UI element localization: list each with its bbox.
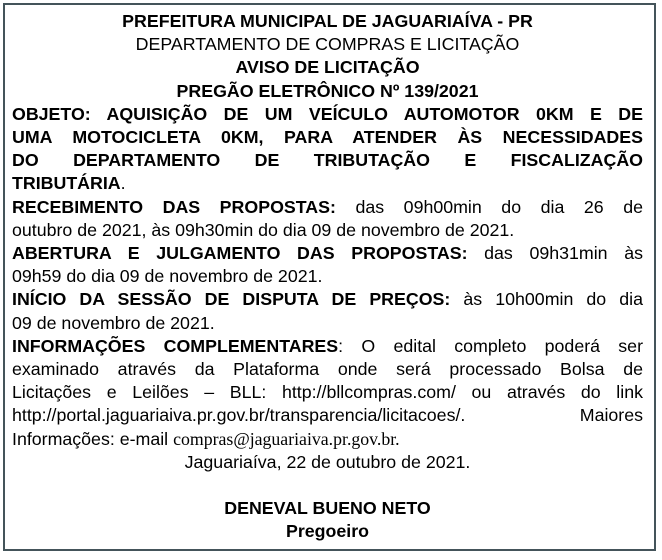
objeto-line-4	[12, 172, 643, 195]
recebimento-line-1-rest: das 09h00min do dia 26 de	[335, 196, 643, 217]
recebimento-line-2: outubro de 2021, às 09h30min do dia 09 de novembro de 2021.	[12, 219, 515, 240]
blank-line	[12, 474, 643, 497]
inicio-line-1	[12, 288, 643, 311]
email-address: compras@jaguariaiva.pr.gov.br.	[173, 428, 400, 449]
informacoes-line-4-portal-url: http://portal.jaguariaiva.pr.gov.br/transparencia/licitacoes/. Maiores	[12, 405, 643, 426]
abertura-label: ABERTURA E JULGAMENTO DAS PROPOSTAS:	[12, 243, 468, 264]
inicio-label: INÍCIO DA SESSÃO DE DISPUTA DE PREÇOS:	[12, 289, 451, 310]
dateline: Jaguariaíva, 22 de outubro de 2021.	[184, 451, 471, 472]
informacoes-label: INFORMAÇÕES COMPLEMENTARES	[12, 335, 339, 356]
recebimento-line-1	[12, 196, 643, 219]
auction-number-heading: PREGÃO ELETRÔNICO Nº 139/2021	[176, 80, 479, 101]
informacoes-line-5	[12, 428, 643, 451]
informacoes-line-2: examinado através da Plataforma onde será processado Bolsa de	[12, 359, 643, 380]
abertura-paragraph	[12, 242, 643, 288]
inicio-disputa-paragraph	[12, 288, 643, 334]
abertura-line-1-rest: das 09h31min às	[467, 243, 643, 264]
email-prefix: Informações: e-mail	[12, 428, 174, 449]
signer-name: DENEVAL BUENO NETO	[224, 498, 431, 519]
inicio-line-2: 09 de novembro de 2021.	[12, 312, 215, 333]
informacoes-paragraph	[12, 335, 643, 451]
org-title: PREFEITURA MUNICIPAL DE JAGUARIAÍVA - PR	[122, 11, 533, 31]
abertura-line-1	[12, 242, 643, 265]
abertura-line-2: 09h59 do dia 09 de novembro de 2021.	[12, 266, 323, 287]
objeto-line-4-tail: .	[120, 173, 126, 194]
objeto-line-4-bold: TRIBUTÁRIA	[12, 173, 121, 194]
notice-type-heading: AVISO DE LICITAÇÃO	[235, 57, 420, 78]
objeto-paragraph	[12, 103, 643, 196]
licitacao-notice-document	[3, 3, 656, 551]
objeto-line-3: DO DEPARTAMENTO DE TRIBUTAÇÃO E FISCALIZAÇÃO	[12, 150, 643, 171]
objeto-line-1: OBJETO: AQUISIÇÃO DE UM VEÍCULO AUTOMOTOR 0KM E DE	[12, 103, 643, 124]
informacoes-line-1	[12, 335, 643, 358]
department-subtitle: DEPARTAMENTO DE COMPRAS E LICITAÇÃO	[135, 34, 520, 55]
informacoes-line-1-rest: : O edital completo poderá ser	[338, 335, 643, 356]
signer-role: Pregoeiro	[285, 521, 369, 542]
recebimento-paragraph	[12, 196, 643, 242]
recebimento-label: RECEBIMENTO DAS PROPOSTAS:	[12, 196, 336, 217]
inicio-line-1-rest: às 10h00min do dia	[450, 289, 643, 310]
objeto-line-2: UMA MOTOCICLETA 0KM, PARA ATENDER ÀS NECESSIDADES	[12, 127, 643, 148]
informacoes-line-3-bll-url: Licitações e Leilões – BLL: http://bllcompras.com/ ou através do link	[12, 382, 643, 403]
